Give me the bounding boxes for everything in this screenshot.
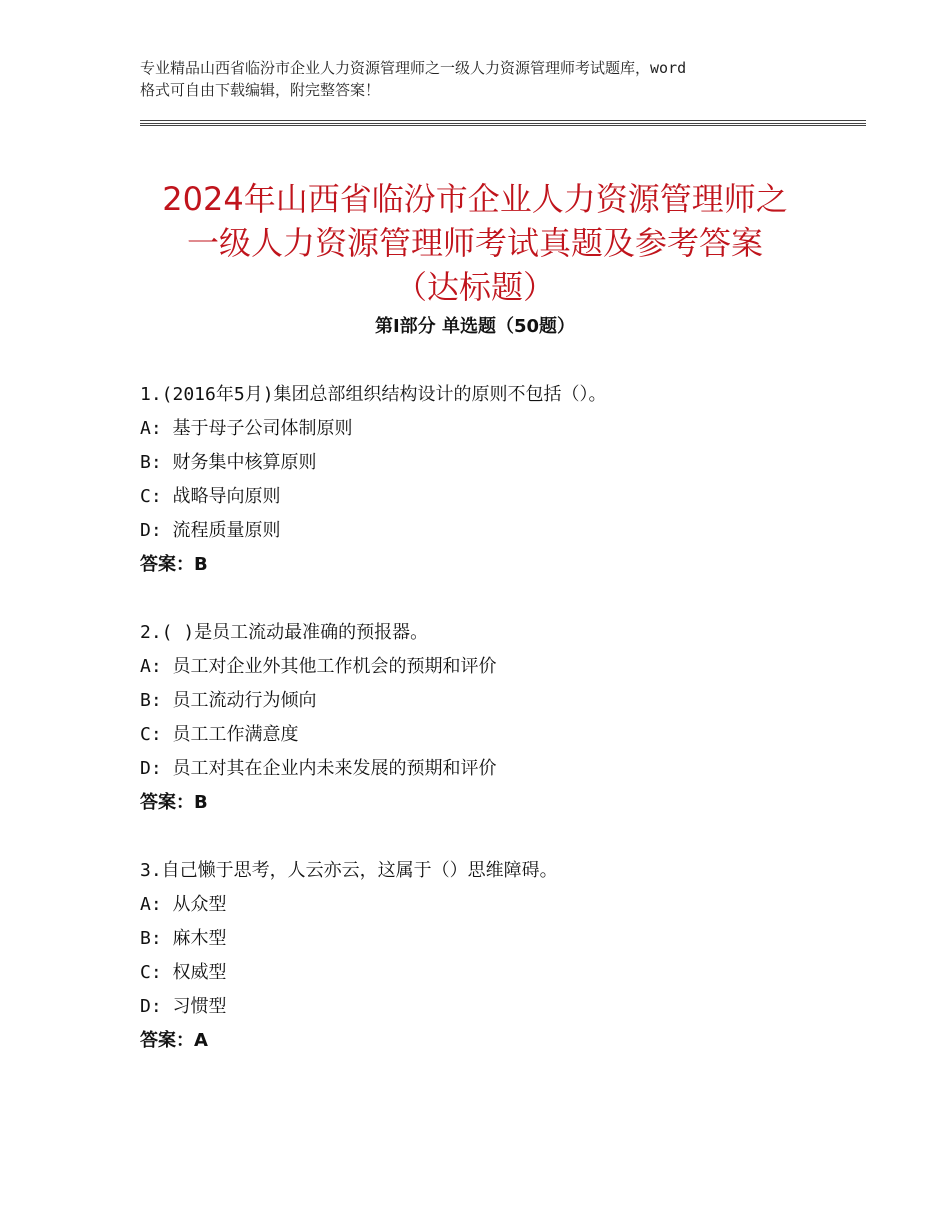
question-option: C: 战略导向原则 [140, 486, 281, 507]
question-answer: 答案：A [140, 1030, 208, 1051]
question-answer: 答案：B [140, 554, 208, 575]
question-option: D: 流程质量原则 [140, 520, 281, 541]
question-option: C: 员工工作满意度 [140, 724, 299, 745]
question-option: B: 财务集中核算原则 [140, 452, 317, 473]
question-stem: 3.自己懒于思考，人云亦云，这属于（）思维障碍。 [140, 860, 558, 881]
question-item [140, 378, 866, 582]
question-answer: 答案：B [140, 792, 208, 813]
question-stem: 2.( )是员工流动最准确的预报器。 [140, 622, 429, 643]
header-divider [140, 125, 866, 126]
document-title [60, 177, 890, 309]
question-option: A: 从众型 [140, 894, 227, 915]
header-divider [140, 123, 866, 124]
question-item [140, 616, 866, 820]
document-title-line-3: （达标题） [394, 268, 555, 307]
question-option: D: 员工对其在企业内未来发展的预期和评价 [140, 758, 497, 779]
question-option: D: 习惯型 [140, 996, 227, 1017]
question-option: B: 员工流动行为倾向 [140, 690, 317, 711]
question-option: C: 权威型 [140, 962, 227, 983]
question-stem: 1.(2016年5月)集团总部组织结构设计的原则不包括（）。 [140, 384, 607, 405]
header-divider [140, 120, 866, 121]
question-option: B: 麻木型 [140, 928, 227, 949]
header-note [140, 57, 840, 101]
header-note-line-1: 专业精品山西省临汾市企业人力资源管理师之一级人力资源管理师考试题库，word [140, 59, 687, 77]
question-option: A: 基于母子公司体制原则 [140, 418, 353, 439]
document-title-line-1: 2024年山西省临汾市企业人力资源管理师之 [162, 180, 788, 219]
document-title-line-2: 一级人力资源管理师考试真题及参考答案 [186, 224, 763, 263]
header-note-line-2: 格式可自由下载编辑，附完整答案！ [140, 81, 381, 99]
section-heading: 第Ⅰ部分 单选题（50题） [374, 316, 575, 337]
question-item [140, 854, 866, 1058]
question-list [140, 378, 866, 1092]
question-option: A: 员工对企业外其他工作机会的预期和评价 [140, 656, 497, 677]
